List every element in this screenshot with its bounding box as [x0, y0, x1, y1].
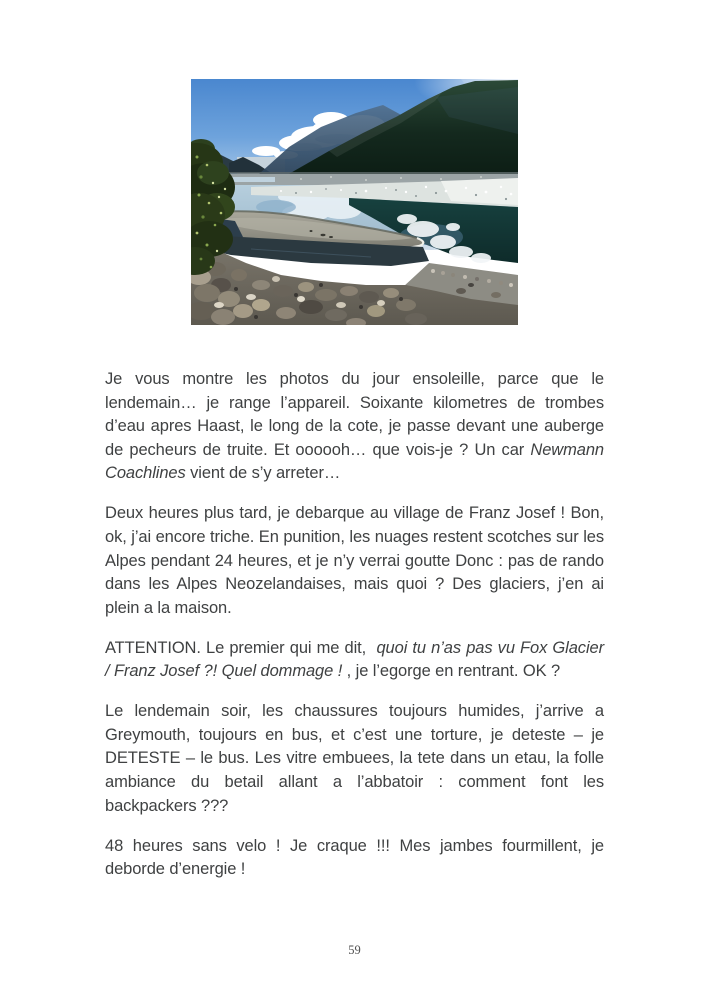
landscape-photo-image [191, 79, 518, 325]
paragraph [105, 835, 604, 882]
paragraph [105, 502, 604, 620]
italic-run: Newmann Coachlines [105, 440, 604, 483]
page-footer [0, 943, 709, 958]
text-run: vient de s’y arreter… [185, 464, 341, 483]
text-run: ATTENTION. Le premier qui me dit, [105, 638, 377, 657]
paragraph [105, 637, 604, 684]
landscape-photo [191, 79, 518, 325]
paragraph [105, 368, 604, 486]
text-run: Je vous montre les photos du jour ensoleille, parce que le lendemain… je range l’appareil. Soixante kilometres de trombes d’eau apres Haast, le long de la cote, je passe devant une auberge de pecheurs de truite. Et oooooh… que vois-je ? Un car [105, 370, 604, 459]
paragraph [105, 700, 604, 818]
page-number: 59 [348, 943, 361, 957]
text-run: 48 heures sans velo ! Je craque !!! Mes jambes fourmillent, je deborde d’energie ! [105, 836, 604, 879]
italic-run: quoi tu n’as pas vu Fox Glacier / Franz Josef ?! Quel dommage ! [105, 638, 604, 681]
text-run: Deux heures plus tard, je debarque au village de Franz Josef ! Bon, ok, j’ai encore triche. En punition, les nuages restent scotches sur les Alpes pendant 24 heures, et je n’y verrai goutte Donc : pas de rando dans les Alpes Neozelandaises, mais quoi ? Des glaciers, j’en ai plein a la maison. [105, 504, 604, 617]
text-run: Le lendemain soir, les chaussures toujours humides, j’arrive a Greymouth, toujours en bus, et c’est une torture, je deteste – je DETESTE – le bus. Les vitre embuees, la tete dans un etau, la folle ambiance du betail allant a l’abbatoir : comment font les backpackers ??? [105, 702, 604, 815]
text-run: , je l’egorge en rentrant. OK ? [342, 662, 561, 681]
body-text [105, 368, 604, 882]
